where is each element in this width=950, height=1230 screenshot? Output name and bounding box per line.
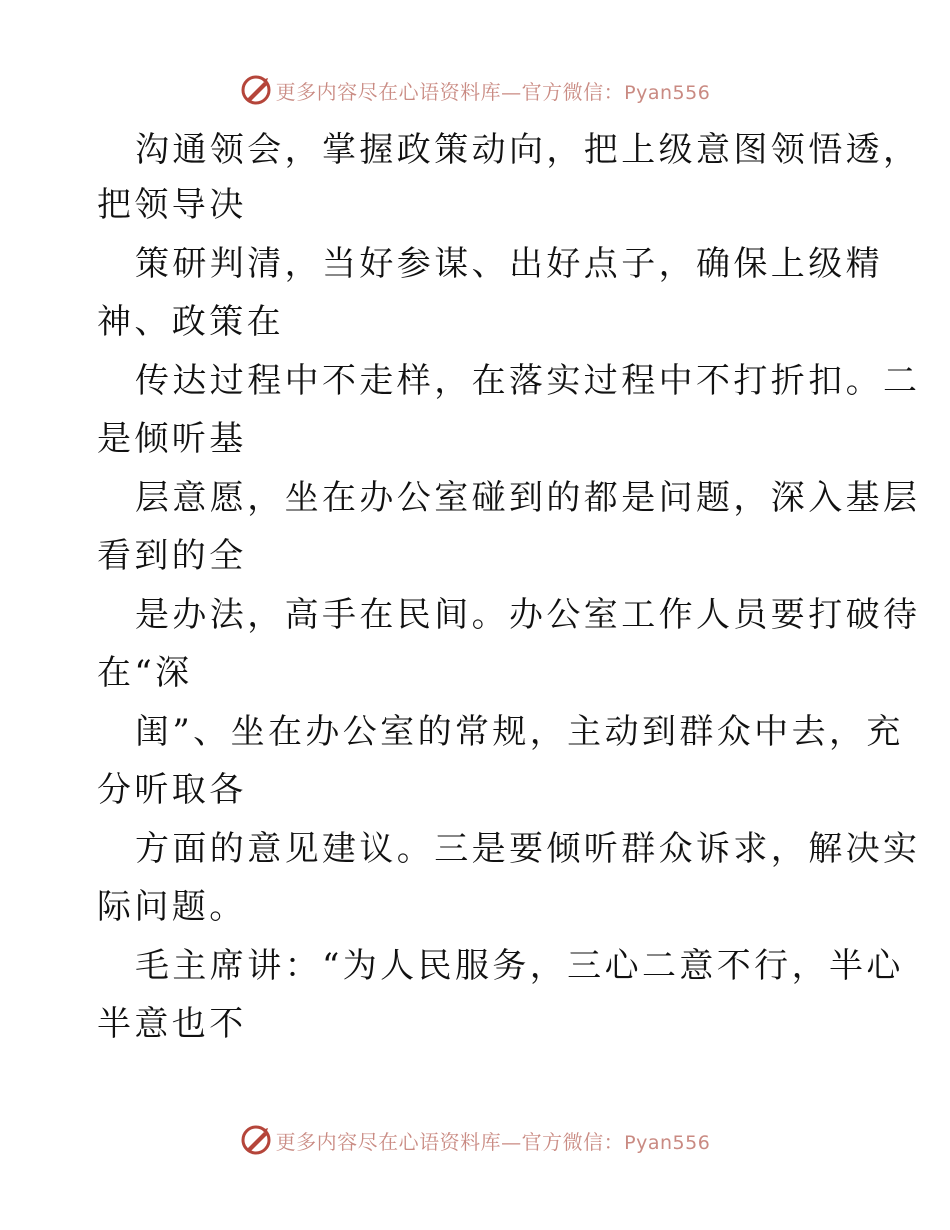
paragraph-line: 看到的全 bbox=[97, 536, 247, 576]
paragraph-line: 层意愿，坐在办公室碰到的都是问题，深入基层 bbox=[135, 478, 921, 518]
paragraph-line: 神、政策在 bbox=[97, 302, 284, 342]
watermark-wechat-id: Pyan556 bbox=[624, 1131, 711, 1154]
paragraph-line: 传达过程中不走样，在落实过程中不打折扣。二 bbox=[135, 361, 921, 401]
quill-pen-logo-icon bbox=[240, 1124, 272, 1156]
footer-watermark bbox=[0, 1122, 950, 1158]
watermark-text bbox=[276, 1126, 711, 1155]
paragraph-line: 是倾听基 bbox=[97, 419, 247, 459]
paragraph-line: 策研判清，当好参谋、出好点子，确保上级精 bbox=[135, 244, 883, 284]
quill-pen-logo-icon bbox=[240, 74, 272, 106]
paragraph-line: 把领导决 bbox=[97, 185, 247, 225]
watermark-label: 更多内容尽在心语资料库—官方微信： bbox=[275, 79, 625, 104]
paragraph-line: 方面的意见建议。三是要倾听群众诉求，解决实 bbox=[135, 829, 921, 869]
watermark-text bbox=[276, 76, 711, 105]
paragraph-line: 闺”、坐在办公室的常规，主动到群众中去，充 bbox=[135, 712, 904, 752]
paragraph-line: 际问题。 bbox=[97, 887, 247, 927]
header-watermark bbox=[0, 72, 950, 108]
paragraph-line: 毛主席讲：“为人民服务，三心二意不行，半心 bbox=[135, 946, 904, 986]
watermark-label: 更多内容尽在心语资料库—官方微信： bbox=[275, 1129, 625, 1154]
paragraph-line: 在“深 bbox=[97, 653, 193, 693]
paragraph-line: 半意也不 bbox=[97, 1004, 247, 1044]
paragraph-line: 分听取各 bbox=[97, 770, 247, 810]
watermark-wechat-id: Pyan556 bbox=[624, 81, 711, 104]
paragraph-line: 是办法，高手在民间。办公室工作人员要打破待 bbox=[135, 595, 921, 635]
paragraph-line: 沟通领会，掌握政策动向，把上级意图领悟透， bbox=[135, 130, 921, 170]
